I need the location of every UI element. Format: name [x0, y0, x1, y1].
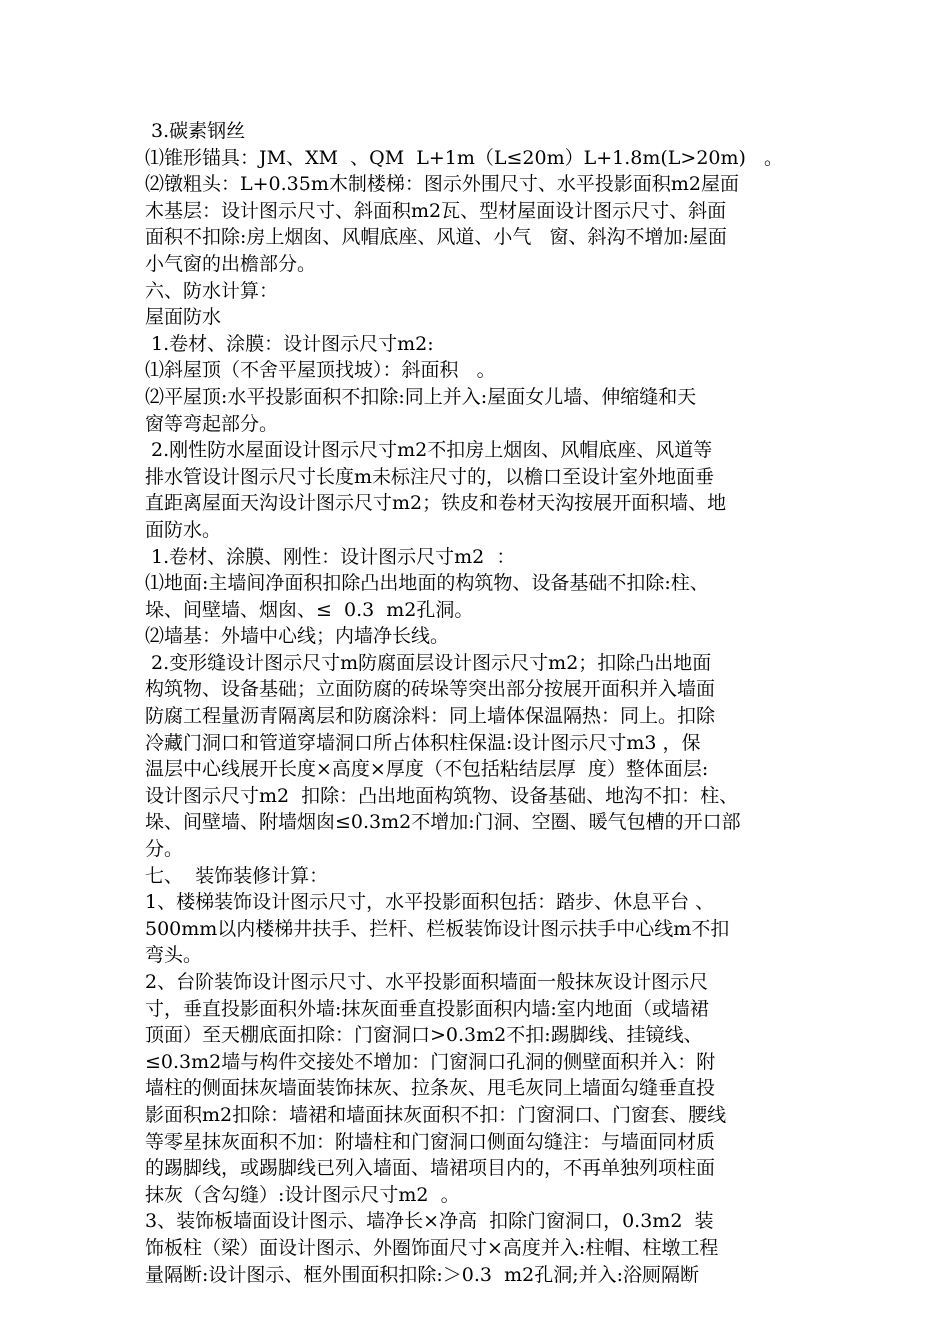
- text-line: 冷藏门洞口和管道穿墙洞口所占体积柱保温:设计图示尺寸m3 ，保: [145, 731, 701, 754]
- text-line: ≤0.3m2墙与构件交接处不增加：门窗洞口孔洞的侧壁面积并入：附: [145, 1050, 716, 1073]
- text-line: 2.变形缝设计图示尺寸m防腐面层设计图示尺寸m2；扣除凸出地面: [145, 651, 712, 674]
- text-line: 设计图示尺寸m2 扣除：凸出地面构筑物、设备基础、地沟不扣：柱、: [145, 784, 739, 807]
- text-line: 分。: [145, 838, 184, 861]
- text-line: 排水管设计图示尺寸长度m未标注尺寸的，以檐口至设计室外地面垂: [145, 465, 715, 488]
- text-line: 木基层：设计图示尺寸、斜面积m2瓦、型材屋面设计图示尺寸、斜面: [145, 199, 727, 222]
- text-line: 窗等弯起部分。: [145, 412, 279, 435]
- text-line: 1.卷材、涂膜、刚性：设计图示尺寸m2 ：: [145, 545, 516, 568]
- text-line: 垛、间壁墙、附墙烟囱≤0.3m2不增加:门洞、空圈、暖气包槽的开口部: [145, 811, 741, 834]
- text-line: 直距离屋面天沟设计图示尺寸m2；铁皮和卷材天沟按展开面积墙、地: [145, 492, 727, 515]
- text-line: 等零星抹灰面积不加：附墙柱和门窗洞口侧面勾缝注：与墙面同材质: [145, 1130, 716, 1153]
- text-line: 抹灰（含勾缝）:设计图示尺寸m2 。: [145, 1183, 460, 1206]
- text-line: 饰板柱（梁）面设计图示、外圈饰面尺寸×高度并入:柱帽、柱墩工程: [145, 1236, 719, 1259]
- text-line: 七、 装饰装修计算：: [145, 864, 329, 887]
- text-line: 垛、间壁墙、烟囱、≤ 0.3 m2孔洞。: [145, 598, 474, 621]
- text-line: 温层中心线展开长度×高度×厚度（不包括粘结层厚 度）整体面层:: [145, 758, 709, 781]
- text-line: 2、台阶装饰设计图示尺寸、水平投影面积墙面一般抹灰设计图示尺: [145, 971, 709, 993]
- text-line: ⑴地面:主墙间净面积扣除凸出地面的构筑物、设备基础不扣除:柱、: [145, 572, 709, 595]
- text-line: 六、防水计算：: [145, 279, 279, 302]
- text-line: 3、装饰板墙面设计图示、墙净长×净高 扣除门窗洞口，0.3m2 装: [145, 1210, 714, 1233]
- text-line: 小气窗的出檐部分。: [145, 252, 317, 275]
- text-line: 顶面）至天棚底面扣除：门窗洞口>0.3m2不扣:踢脚线、挂镜线、: [145, 1024, 703, 1047]
- text-line: 3.碳素钢丝: [145, 120, 246, 142]
- text-line: 影面积m2扣除：墙裙和墙面抹灰面积不扣：门窗洞口、门窗套、腰线: [145, 1103, 727, 1126]
- text-line: ⑴锥形锚具：JM、XM 、QM L+1m（L≤20m）L+1.8m(L>20m) 。: [145, 146, 784, 169]
- text-line: 屋面防水: [145, 306, 222, 329]
- text-line: 防腐工程量沥青隔离层和防腐涂料：同上墙体保温隔热：同上。扣除: [145, 705, 716, 728]
- text-line: 面积不扣除:房上烟囱、风帽底座、风道、小气 窗、斜沟不增加:屋面: [145, 226, 727, 249]
- text-line: 构筑物、设备基础；立面防腐的砖垛等突出部分按展开面积并入墙面: [145, 678, 716, 701]
- text-line: 墙柱的侧面抹灰墙面装饰抹灰、拉条灰、甩毛灰同上墙面勾缝垂直投: [145, 1077, 716, 1100]
- text-line: 的踢脚线，或踢脚线已列入墙面、墙裙项目内的，不再单独列项柱面: [145, 1157, 716, 1180]
- text-line: ⑵镦粗头：L+0.35m木制楼梯：图示外围尺寸、水平投影面积m2屋面: [145, 173, 739, 196]
- text-line: ⑴斜屋顶（不舍平屋顶找坡）：斜面积 。: [145, 359, 496, 382]
- text-line: 1、楼梯装饰设计图示尺寸，水平投影面积包括：踏步、休息平台 、: [145, 891, 715, 914]
- text-line: 弯头。: [145, 944, 203, 967]
- text-line: 量隔断:设计图示、框外围面积扣除:＞0.3 m2孔洞;并入:浴厕隔断: [145, 1263, 700, 1286]
- text-line: 面防水。: [145, 518, 222, 541]
- document-body: [145, 118, 815, 1288]
- text-line: 500mm以内楼梯井扶手、拦杆、栏板装饰设计图示扶手中心线m不扣: [145, 917, 730, 940]
- text-line: ⑵墙基：外墙中心线；内墙净长线。: [145, 625, 450, 648]
- text-line: 2.刚性防水屋面设计图示尺寸m2不扣房上烟囱、风帽底座、风道等: [145, 439, 713, 462]
- text-line: 1.卷材、涂膜：设计图示尺寸m2:: [145, 332, 434, 355]
- text-line: 寸，垂直投影面积外墙:抹灰面垂直投影面积内墙:室内地面（或墙裙: [145, 997, 709, 1020]
- text-line: ⑵平屋顶:水平投影面积不扣除:同上并入:屋面女儿墙、伸缩缝和天: [145, 385, 697, 408]
